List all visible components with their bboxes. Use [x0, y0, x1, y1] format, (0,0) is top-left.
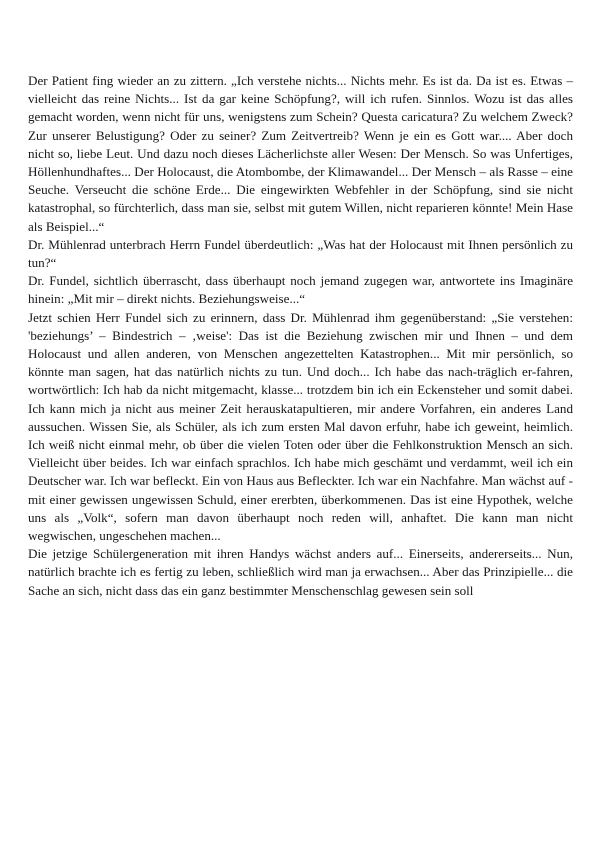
paragraph: Die jetzige Schülergeneration mit ihren Handys wächst anders auf... Einerseits, andererseits... Nun, natürlich brachte ich es fertig zu leben, schließlich wird man ja erwachsen... Aber das Prinzipielle... die Sache an sich, nicht dass das ein ganz bestimmter Menschenschlag gewesen sein soll [28, 546, 573, 598]
body-text-column [28, 72, 573, 600]
paragraph: Dr. Mühlenrad unterbrach Herrn Fundel überdeutlich: „Was hat der Holocaust mit Ihnen persönlich zu tun?“ [28, 236, 573, 271]
paragraph: Jetzt schien Herr Fundel sich zu erinnern, dass Dr. Mühlenrad ihm gegenüberstand: „Sie verstehen: 'beziehungs’ – Bindestrich – ‚weise': Das ist die Beziehung zwischen mir und Ihnen – und dem Holocaust und allen anderen, von Menschen angezettelten Katastrophen... Mit mir persönlich, so könnte man sagen, hat das natürlich nichts zu tun. Und doch... Ich habe das nach-träglich er-fahren, wortwörtlich: Ich hab da nicht mitgemacht, klasse... trotzdem bin ich ein Eckensteher und somit dabei. Ich kann mich ja nicht aus meiner Zeit herauskatapultieren, mir andere Vorfahren, ein anderes Land aussuchen. Wissen Sie, als Schüler, als ich zum ersten Mal davon erfuhr, habe ich geweint, heimlich. Ich weiß nicht einmal mehr, ob über die vielen Toten oder über die Fehlkonstruktion Mensch an sich. Vielleicht über beides. Ich war einfach sprachlos. Ich habe mich geschämt und verdammt, weil ich ein Deutscher war. Ich war befleckt. Ein von Haus aus Befleckter. Ich war ein Nachfahre. Man wächst auf - mit einer gewissen ungewissen Schuld, einer ererbten, überkommenen. Das ist eine Hypothek, welche uns als „Volk“, sofern man davon überhaupt noch reden will, anhaftet. Die kann man nicht wegwischen, ungeschehen machen... [28, 309, 573, 544]
paragraph: Dr. Fundel, sichtlich überrascht, dass überhaupt noch jemand zugegen war, antwortete ins Imaginäre hinein: „Mit mir – direkt nichts. Beziehungsweise...“ [28, 273, 573, 307]
paragraph: Der Patient fing wieder an zu zittern. „Ich verstehe nichts... Nichts mehr. Es ist da. Da ist es. Etwas – vielleicht das reine Nichts... Ist da gar keine Schöpfung?, will ich rufen. Sinnlos. Wozu ist das alles gemacht worden, wenn nicht für uns, wenigstens zum Schein? Questa caricatura? Zu welchem Zweck? Zur unserer Belustigung? Oder zu seiner? Zum Zeitvertreib? Wenn je ein es Gott war.... Aber doch nicht so, liebe Leut. Und dazu noch dieses Lächerlichste aller Wesen: Der Mensch. So was Unfertiges, Höllenhundhaftes... Der Holocaust, die Atombombe, der Klimawandel... Der Mensch – als Rasse – eine Seuche. Verseucht die schöne Erde... Die eingewirkten Webfehler in der Schöpfung, sind sie nicht katastrophal, so fürchterlich, dass man sie, selbst mit gutem Willen, nicht reparieren könnte! Mein Hase als Beispiel...“ [28, 73, 573, 234]
